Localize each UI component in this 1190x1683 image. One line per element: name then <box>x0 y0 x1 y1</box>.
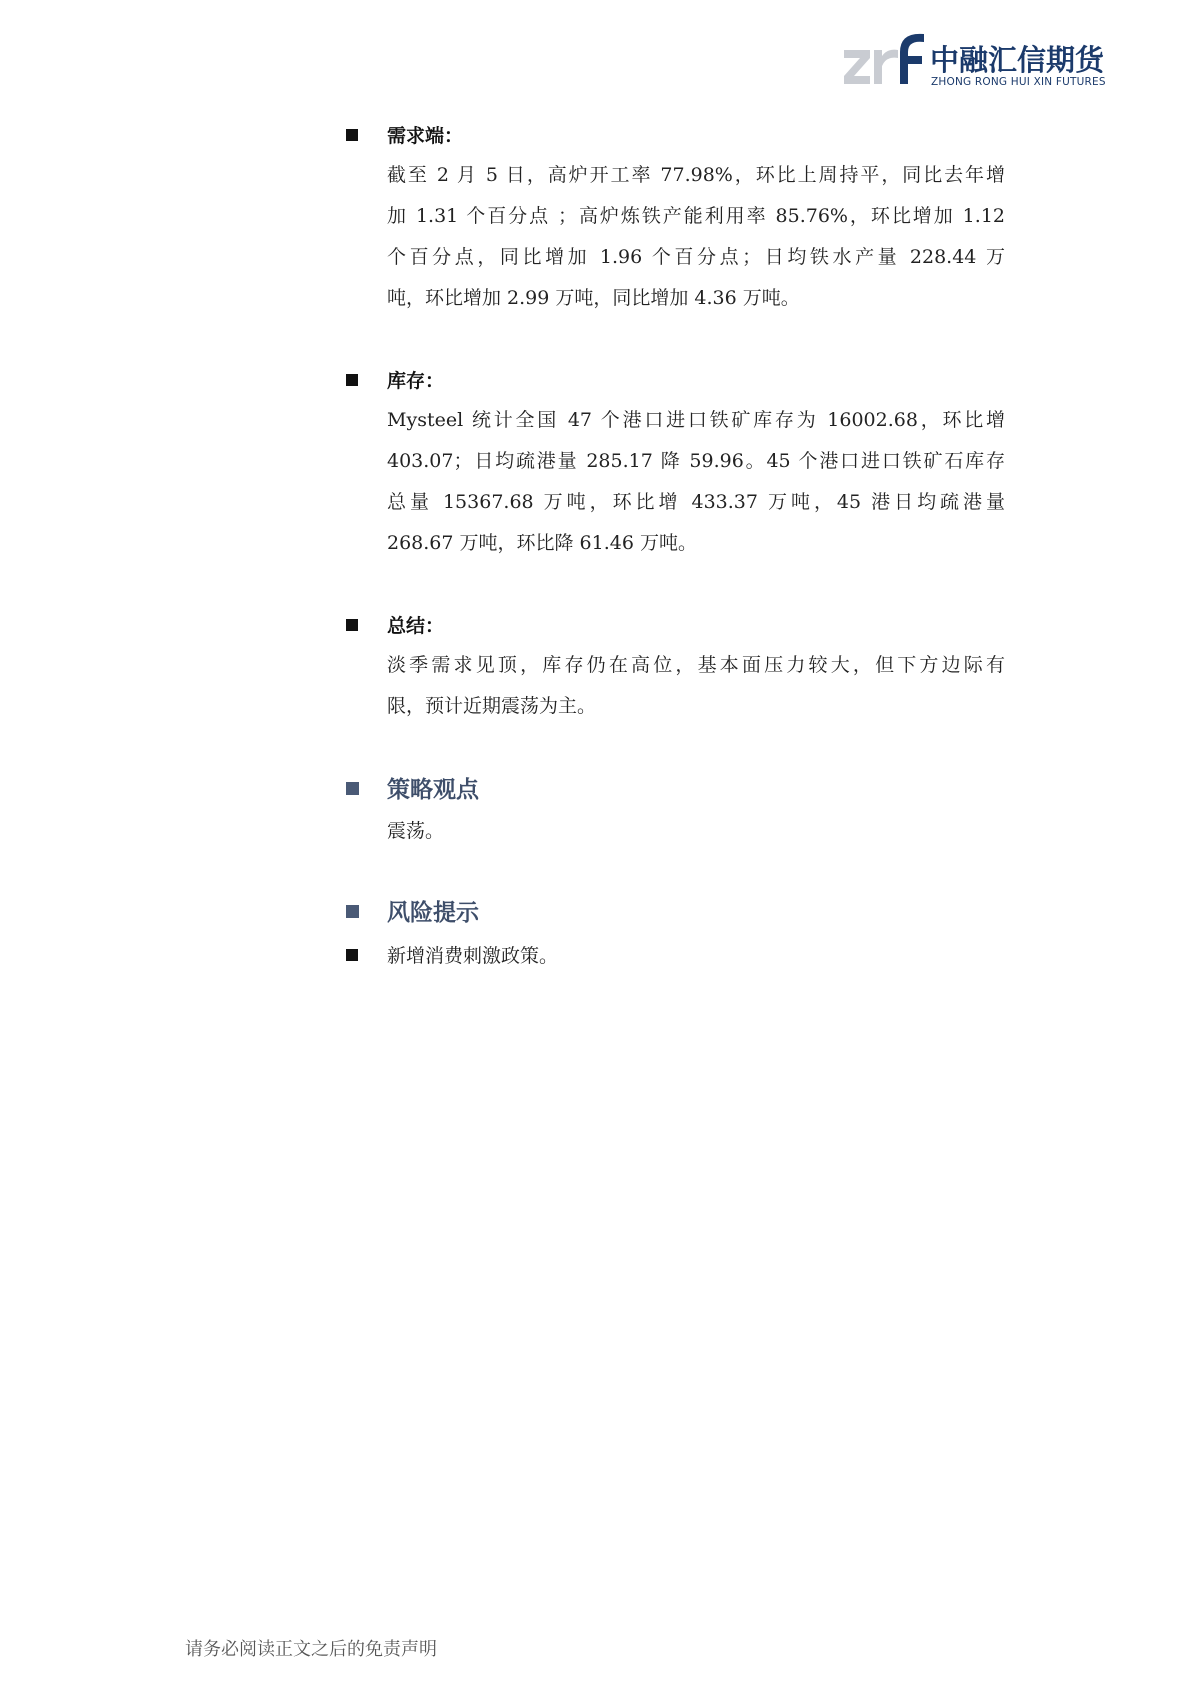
body-line: 加 1.31 个百分点 ；高炉炼铁产能利用率 85.76%，环比增加 1.12 <box>387 205 1005 227</box>
body-line: 总量 15367.68 万吨，环比增 433.37 万吨，45 港日均疏港量 <box>387 491 1005 513</box>
body-line: 268.67 万吨，环比降 61.46 万吨。 <box>387 532 697 554</box>
company-logo <box>842 28 1122 90</box>
section-heading-summary: 总结： <box>387 615 445 637</box>
strategy-heading: 策略观点 <box>387 776 479 803</box>
bullet-icon <box>346 129 358 141</box>
body-line: 淡季需求见顶，库存仍在高位，基本面压力较大，但下方边际有 <box>387 654 1005 676</box>
strategy-text: 震荡。 <box>387 820 445 842</box>
zrf-logo-mark-icon <box>842 28 926 90</box>
section-body-demand <box>387 155 1005 319</box>
risk-item: 新增消费刺激政策。 <box>387 945 559 967</box>
bullet-icon <box>346 374 358 386</box>
section-heading-inventory: 库存： <box>387 370 445 392</box>
section-heading-demand: 需求端： <box>387 125 464 147</box>
body-line: 截至 2 月 5 日，高炉开工率 77.98%，环比上周持平，同比去年增 <box>387 164 1005 186</box>
body-line: 个百分点，同比增加 1.96 个百分点；日均铁水产量 228.44 万 <box>387 246 1005 268</box>
body-line: Mysteel 统计全国 47 个港口进口铁矿库存为 16002.68，环比增 <box>387 409 1005 431</box>
logo-chinese-name: 中融汇信期货 <box>930 43 1105 77</box>
section-body-summary <box>387 645 1005 727</box>
bullet-icon <box>346 619 358 631</box>
section-marker-icon <box>346 782 359 795</box>
body-line: 限，预计近期震荡为主。 <box>387 695 597 717</box>
section-marker-icon <box>346 905 359 918</box>
body-line: 吨，环比增加 2.99 万吨，同比增加 4.36 万吨。 <box>387 287 800 309</box>
risk-heading: 风险提示 <box>387 899 479 926</box>
logo-english-name: ZHONG RONG HUI XIN FUTURES <box>931 76 1106 88</box>
footer-disclaimer: 请务必阅读正文之后的免责声明 <box>185 1639 437 1660</box>
bullet-icon <box>346 949 358 961</box>
body-line: 403.07；日均疏港量 285.17 降 59.96。45 个港口进口铁矿石库存 <box>387 450 1005 472</box>
section-body-inventory <box>387 400 1005 564</box>
